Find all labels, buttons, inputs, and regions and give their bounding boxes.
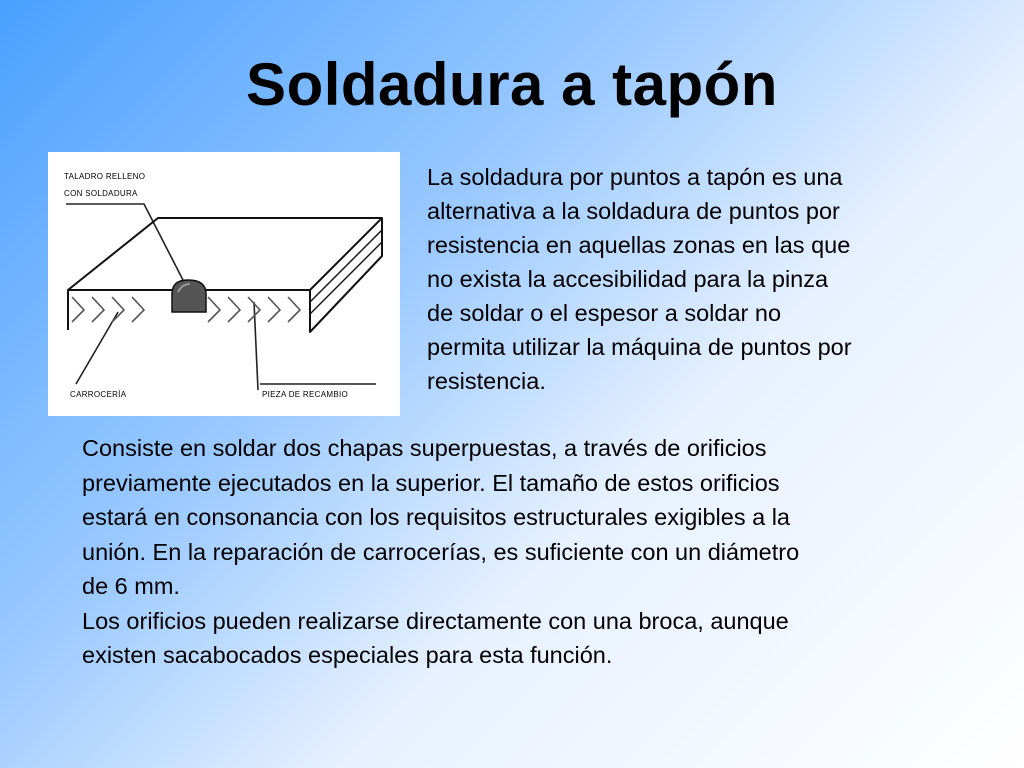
label-soldadura: CON SOLDADURA	[64, 189, 138, 198]
body-line: estará en consonancia con los requisitos estructurales exigibles a la	[82, 504, 791, 530]
side-line: alternativa a la soldadura de puntos por	[427, 198, 840, 224]
side-line: de soldar o el espesor a soldar no	[427, 300, 782, 326]
side-line: resistencia en aquellas zonas en las que	[427, 232, 851, 258]
side-line: no exista la accesibilidad para la pinza	[427, 266, 829, 292]
plug-weld-diagram-svg	[48, 152, 400, 416]
label-carroceria: CARROCERÍA	[70, 390, 127, 399]
body-line: existen sacabocados especiales para esta función.	[82, 642, 613, 668]
label-taladro: TALADRO RELLENO	[64, 172, 146, 181]
body-line: unión. En la reparación de carrocerías, es suficiente con un diámetro	[82, 538, 800, 565]
label-pieza: PIEZA DE RECAMBIO	[262, 390, 349, 399]
plug-weld-diagram	[48, 152, 400, 416]
body-text	[82, 431, 982, 673]
side-paragraph	[427, 160, 987, 398]
top-plate-side	[310, 218, 382, 332]
body-line: Los orificios pueden realizarse directamente con una broca, aunque	[82, 607, 789, 634]
body-paragraph-2	[82, 604, 982, 673]
side-line: La soldadura por puntos a tapón es una	[427, 164, 843, 190]
leader-left	[76, 312, 118, 384]
body-paragraph-1	[82, 431, 982, 604]
body-line: Consiste en soldar dos chapas superpuestas, a través de orificios	[82, 435, 767, 461]
body-line: previamente ejecutados en la superior. El tamaño de estos orificios	[82, 469, 780, 496]
leader-top	[66, 204, 184, 282]
side-line: permita utilizar la máquina de puntos por	[427, 334, 852, 360]
slide-title: Soldadura a tapón	[246, 51, 778, 118]
side-line: resistencia.	[427, 368, 546, 394]
body-line: de 6 mm.	[82, 573, 180, 599]
top-plate-face	[68, 218, 382, 290]
